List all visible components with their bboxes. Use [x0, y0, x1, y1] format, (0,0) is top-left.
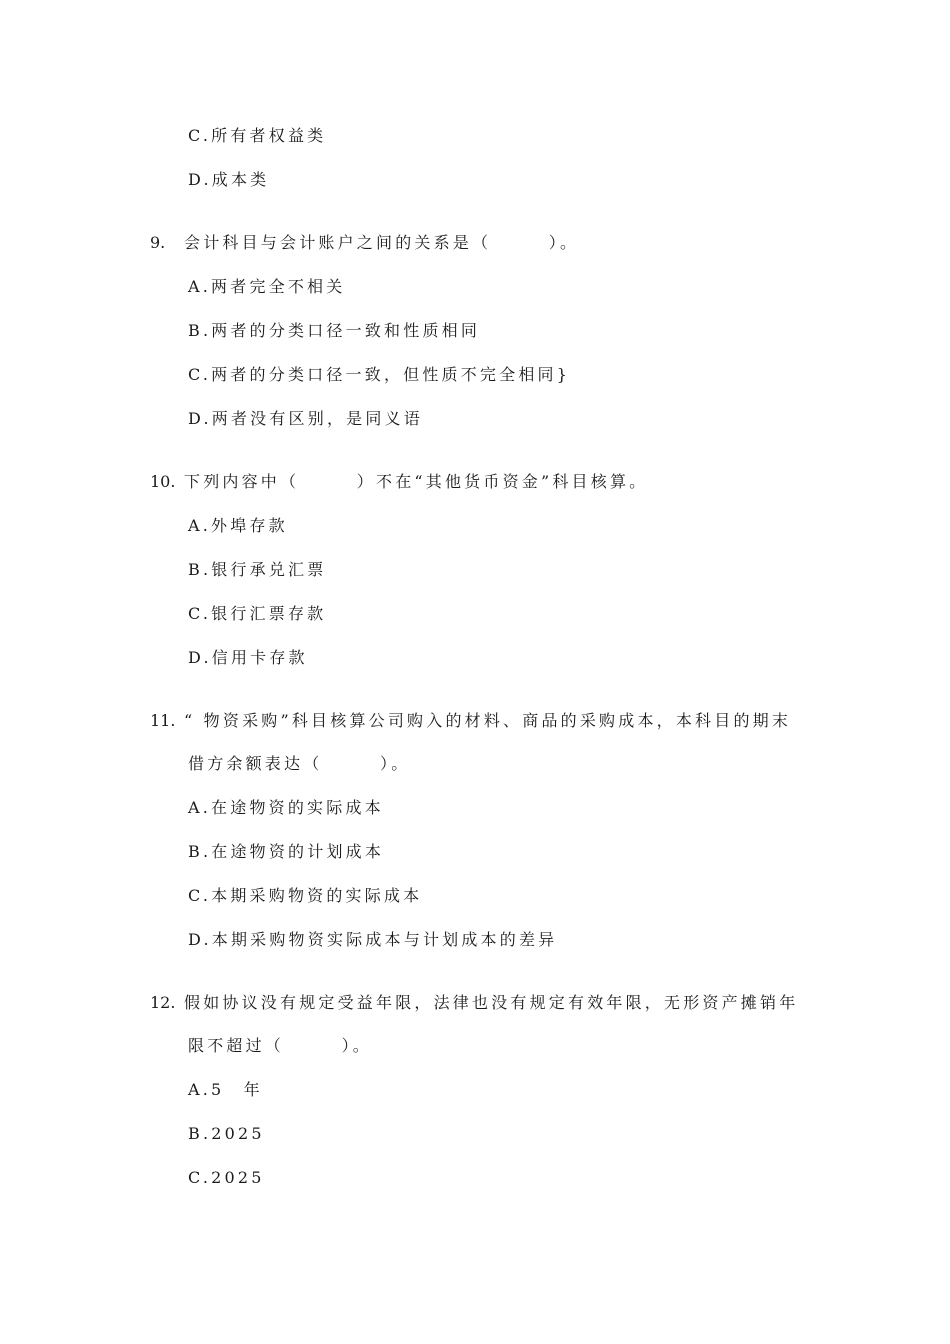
- option-d: D.本期采购物资实际成本与计划成本的差异: [188, 930, 558, 949]
- question-number: 10.: [150, 472, 176, 491]
- option-b: B.2025: [188, 1124, 265, 1143]
- option-b: B.两者的分类口径一致和性质相同: [188, 321, 481, 340]
- option-b: B.银行承兑汇票: [188, 560, 327, 579]
- option-d: D.两者没有区别，是同义语: [188, 409, 423, 428]
- option-a: A.在途物资的实际成本: [188, 798, 384, 817]
- question-text: 下列内容中（ ）不在“其他货币资金”科目核算。: [184, 472, 649, 491]
- question-text: “ 物资采购”科目核算公司购入的材料、商品的采购成本，本科目的期末: [184, 711, 792, 730]
- question-text-continued: 借方余额表达（ ）。: [188, 754, 411, 773]
- option-c: C.本期采购物资的实际成本: [188, 886, 423, 905]
- question-text: 会计科目与会计账户之间的关系是（ ）。: [184, 233, 580, 252]
- question-text-continued: 限不超过（ ）。: [188, 1036, 373, 1055]
- question-number: 12.: [150, 993, 176, 1012]
- option-d: D.成本类: [188, 170, 270, 189]
- option-a: A.外埠存款: [188, 516, 288, 535]
- option-a: A.两者完全不相关: [188, 277, 346, 296]
- option-c: C.所有者权益类: [188, 126, 327, 145]
- question-number: 9.: [150, 233, 166, 252]
- option-a: A.5 年: [188, 1080, 263, 1099]
- question-number: 11.: [150, 711, 176, 730]
- option-d: D.信用卡存款: [188, 648, 308, 667]
- option-c: C.两者的分类口径一致，但性质不完全相同}: [188, 365, 571, 384]
- option-b: B.在途物资的计划成本: [188, 842, 385, 861]
- option-c: C.2025: [188, 1168, 265, 1187]
- question-text: 假如协议没有规定受益年限，法律也没有规定有效年限，无形资产摊销年: [184, 993, 799, 1012]
- option-c: C.银行汇票存款: [188, 604, 327, 623]
